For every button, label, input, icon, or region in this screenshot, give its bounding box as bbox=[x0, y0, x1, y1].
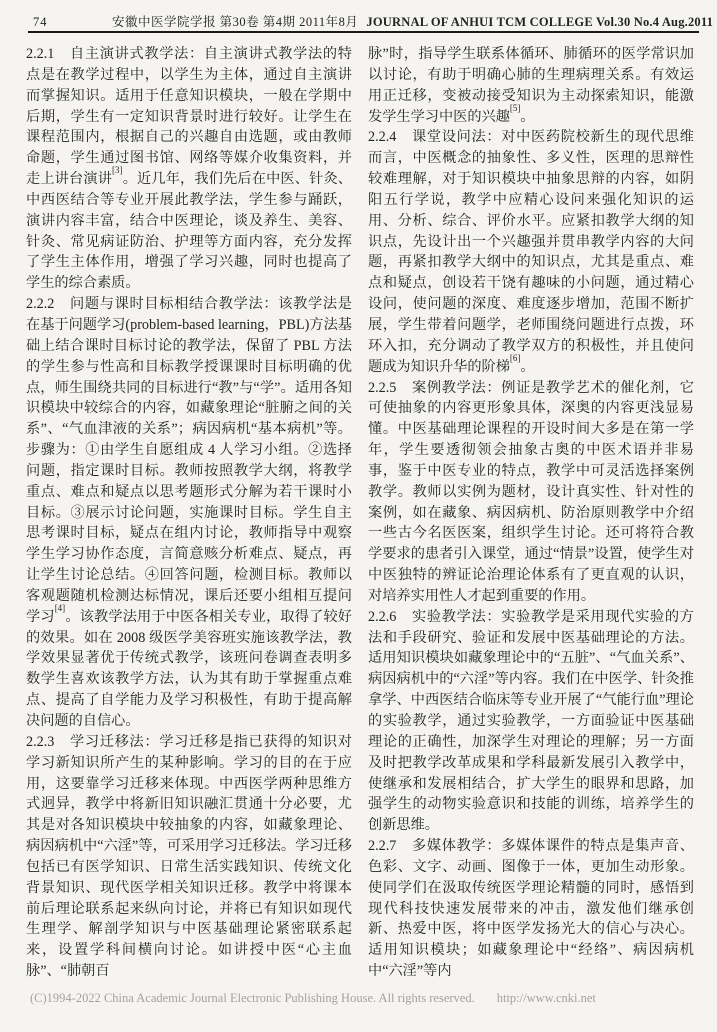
paragraph bbox=[26, 732, 352, 982]
paragraph-text: 。 bbox=[520, 108, 535, 125]
paragraph bbox=[26, 294, 352, 732]
paragraph-text: 2.2.6 实验教学法：实验教学是采用现代实验的方法和手段研究、验证和发展中医基础理论的方法。适用知识模块如藏象理论中的“五脏”、“气血关系”、病因病机中的“六淫”等内容。我们在中医学、针灸推拿学、中西医结合临床等专业开展了“气能行血”理论的实验教学，通过实验教学，一方面验证中医基础理论的正确性，加深学生对理论的理解；另一方面及时把教学改革成果和学科最新发展引入教学中，使继承和发展相结合，扩大学生的眼界和思路，加强学生的动物实验意识和技能的训练，培养学生的创新思维。 bbox=[368, 608, 694, 834]
paragraph-text: 2.2.2 问题与课时目标相结合教学法：该教学法是在基于问题学习(problem-based learning，PBL)方法基础上结合课时目标讨论的教学法，保留了 PBL 方法的学生参与性高和目标教学授课课时目标明确的优点，师生围绕共同的目标进行“教”与“学”。适用各知识模块中较综合的内容，如藏象理论“脏腑之间的关系”、“气血津液的关系”；病因病机“基本病机”等。步骤为：①由学生自愿组成 4 人学习小组。②选择问题，指定课时目标。教师按照教学大纲，将教学重点、难点和疑点以思考题形式分解为若干课时小目标。③展示讨论问题，实施课时目标。学生自主思考课时目标，疑点在组内讨论，教师指导中观察学生学习协作态度，言简意赅分析难点、疑点，再让学生讨论总结。④回答问题，检测目标。教师以客观题随机检测达标情况，课后还要小组相互提问学习 bbox=[26, 296, 352, 625]
reference-superscript: [3] bbox=[112, 165, 123, 176]
page-footer bbox=[30, 991, 697, 1006]
paragraph bbox=[368, 607, 694, 836]
paragraph-text: 。近几年，我们先后在中医、针灸、中西医结合等专业开展此教学法，学生参与踊跃，演讲内容丰富，结合中医理论，谈及养生、美容、针灸、常见病证防治、护理等方面内容，充分发挥了学生主体作用，增强了学习兴趣，同时也提高了学生的综合素质。 bbox=[26, 171, 352, 292]
cnki-url: http://www.cnki.net bbox=[496, 991, 596, 1005]
reference-superscript: [5] bbox=[509, 102, 521, 113]
page-header bbox=[33, 12, 714, 30]
reference-superscript: [4] bbox=[54, 603, 66, 614]
journal-title-en: JOURNAL OF ANHUI TCM COLLEGE Vol.30 No.4 Aug.2011 bbox=[366, 15, 714, 29]
copyright-text: (C)1994-2022 China Academic Journal Electronic Publishing House. All rights reserved. bbox=[30, 991, 475, 1005]
journal-title-cn: 安徽中医学院学报 第30卷 第4期 2011年8月 bbox=[112, 15, 359, 29]
text-column-left bbox=[26, 44, 352, 989]
paragraph-text: 。 bbox=[520, 358, 535, 375]
paragraph-text: 。该教学法用于中医各相关专业，取得了较好的效果。如在 2008 级医学美容班实施该教学法，教学效果显著优于传统式教学，该班问卷调查表明多数学生喜欢该教学方法，认为其有助于掌握重点难点、提高了自学能力及学习积极性，有助于提高解决问题的自信心。 bbox=[26, 608, 352, 729]
paragraph-text: 2.2.3 学习迁移法：学习迁移是指已获得的知识对学习新知识所产生的某种影响。学习的目的在于应用，这要靠学习迁移来体现。中西医学两种思维方式迥异，教学中将新旧知识融汇贯通十分必要，尤其是对各知识模块中较抽象的内容，如藏象理论、病因病机中“六淫”等，可采用学习迁移法。学习迁移包括已有医学知识、日常生活实践知识、传统文化背景知识、现代医学相关知识迁移。教学中将课本前后理论联系起来纵向讨论，并将已有知识如现代生理学、解剖学知识与中医基础理论紧密联系起来，设置学科间横向讨论。如讲授中医“心主血脉”、“肺朝百 bbox=[26, 733, 352, 980]
paragraph-text: 2.2.5 案例教学法：例证是教学艺术的催化剂，它可使抽象的内容更形象具体，深奥的内容更浅显易懂。中医基础理论课程的开设时间大多是在第一学年，学生要透彻领会抽象古奥的中医术语并非易事，鉴于中医专业的特点，教学中可灵活选择案例教学。教师以实例为题材，设计真实性、针对性的案例，如在藏象、病因病机、防治原则教学中介绍一些古今名医医案，组织学生讨论。还可将符合教学要求的患者引入课堂，通过“情景”设置，使学生对中医独特的辨证论治理论体系有了更直观的认识，对培养实用性人才起到重要的作用。 bbox=[368, 379, 694, 604]
paragraph bbox=[368, 44, 694, 127]
paragraph bbox=[368, 836, 694, 982]
paragraph-text: 脉”时，指导学生联系体循环、肺循环的医学常识加以讨论，有助于明确心肺的生理病理关系。有效运用正迁移，变被动接受知识为主动探索知识，能激发学生学习中医的兴趣 bbox=[368, 46, 694, 125]
page-number: 74 bbox=[33, 15, 48, 29]
paragraph bbox=[368, 378, 694, 607]
header-rule bbox=[28, 31, 699, 33]
paragraph-text: 2.2.4 课堂设问法：对中医药院校新生的现代思维而言，中医概念的抽象性、多义性，医理的思辩性较难理解，对于知识模块中抽象思辩的内容，如阴阳五行学说，教学中应精心设问来强化知识的运用、分析、综合、评价水平。应紧扣教学大纲的知识点，先设计出一个兴趣强并贯串教学内容的大问题，再紧扣教学大纲中的知识点，尤其是重点、难点和疑点，创设若干饶有趣味的小问题，通过精心设问，使问题的深度、难度逐步增加，范围不断扩展，学生带着问题学，老师围绕问题进行点拨，环环入扣，充分调动了教学双方的积极性，并且使问题成为知识升华的阶梯 bbox=[368, 129, 694, 375]
text-column-right bbox=[368, 44, 694, 989]
reference-superscript: [6] bbox=[509, 352, 521, 363]
paragraph-text: 2.2.7 多媒体教学：多媒体课件的特点是集声音、色彩、文字、动画、图像于一体，更加生动形象。使同学们在汲取传统医学理论精髓的同时，感悟到现代科技快速发展带来的冲击，激发他们继承创新、热爱中医，将中医学发扬光大的信心与决心。适用知识模块；如藏象理论中“经络”、病因病机中“六淫”等内 bbox=[368, 838, 694, 980]
paragraph bbox=[26, 44, 352, 294]
paragraph bbox=[368, 127, 694, 377]
paragraph-text: 2.2.1 自主演讲式教学法：自主演讲式教学法的特点是在教学过程中，以学生为主体，通过自主演讲而掌握知识。适用于任意知识模块，一般在学期中后期，学生有一定知识背景时进行较好。让学生在课程范围内，根据自己的兴趣自由选题，或由教师命题，学生通过图书馆、网络等媒介收集资料，并走上讲台演讲 bbox=[26, 46, 352, 188]
article-body bbox=[26, 44, 694, 989]
